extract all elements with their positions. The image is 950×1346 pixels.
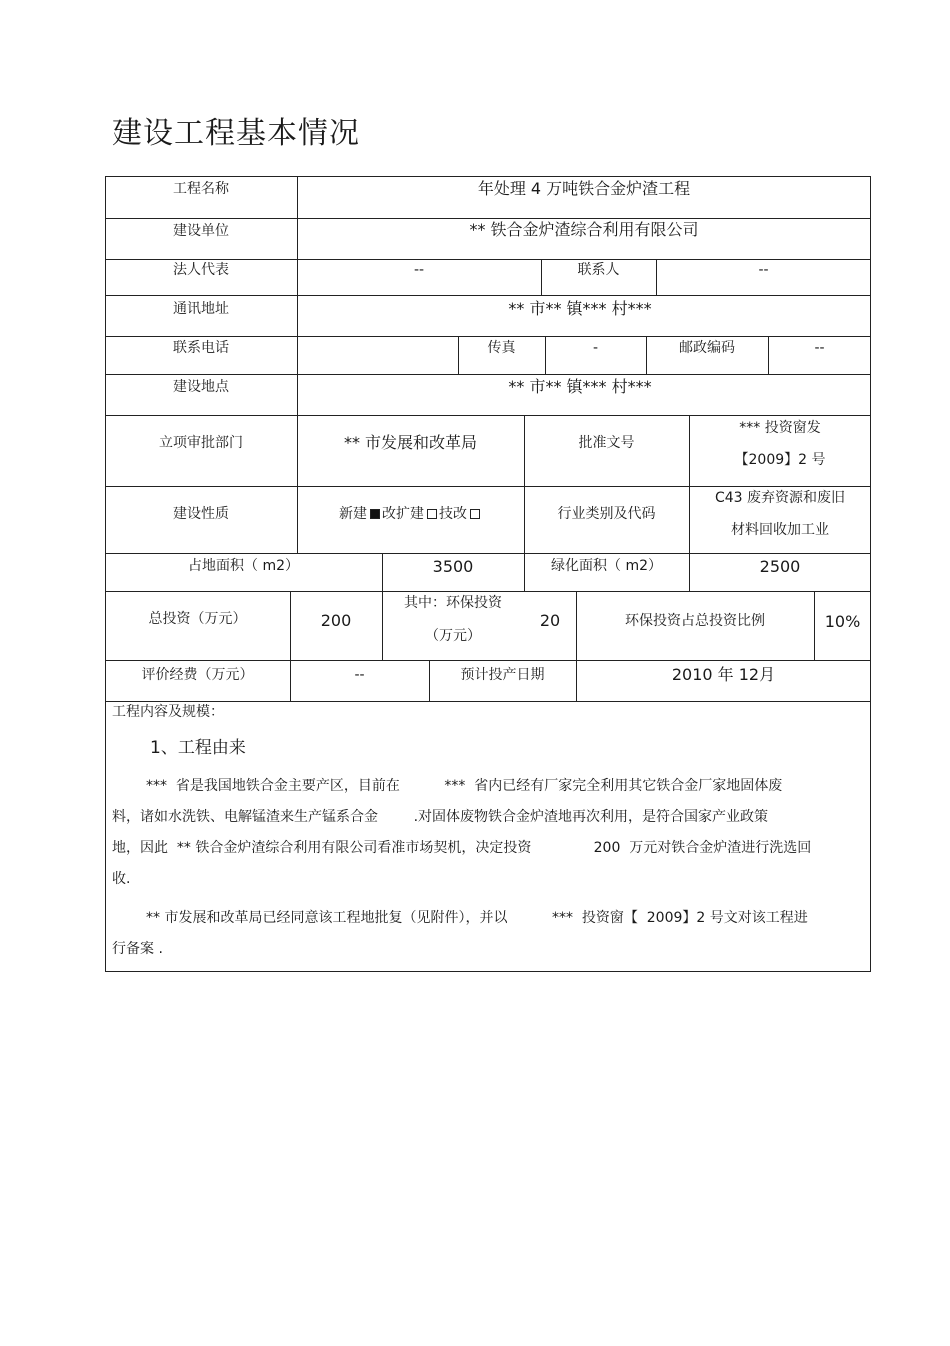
tech-checkbox[interactable] xyxy=(470,509,480,519)
approval-no-value-line1: *** 投资窗发 xyxy=(739,420,821,436)
row-divider xyxy=(105,295,871,296)
row-divider xyxy=(105,553,871,554)
paragraph-1-line: 料，诸如水洗铁、电解锰渣来生产锰系合金 .对固体废物铁合金炉渣地再次利用，是符合国家产业政策 xyxy=(112,809,769,825)
row-divider xyxy=(105,374,871,375)
paragraph-1-line: 地，因此 ** 铁合金炉渣综合利用有限公司看准市场契机，决定投资 200 万元对铁合金炉渣进行洗选回 xyxy=(112,840,812,856)
paragraph-1 xyxy=(112,771,852,895)
industry-label: 行业类别及代码 xyxy=(557,506,656,522)
row-divider xyxy=(105,415,871,416)
project-name-value: 年处理 4 万吨铁合金炉渣工程 xyxy=(477,179,691,198)
paragraph-2-line: 行备案 . xyxy=(112,941,163,957)
option-expand-label: 改扩建 xyxy=(382,506,424,522)
paragraph-2 xyxy=(112,903,852,965)
env-invest-label-line1: 其中：环保投资 xyxy=(404,595,502,611)
approval-dept-value: ** 市发展和改革局 xyxy=(343,433,478,452)
builder-label: 建设单位 xyxy=(173,223,229,239)
legal-rep-value: -- xyxy=(413,262,425,278)
row-divider xyxy=(105,336,871,337)
legal-rep-label: 法人代表 xyxy=(173,262,229,278)
row-divider xyxy=(105,486,871,487)
env-invest-label-line2: （万元） xyxy=(425,628,481,644)
industry-value-line2: 材料回收加工业 xyxy=(731,522,829,538)
col-divider xyxy=(290,591,291,701)
production-date-label: 预计投产日期 xyxy=(460,667,545,683)
fax-value: - xyxy=(592,340,599,356)
fax-label: 传真 xyxy=(487,340,516,356)
row-divider xyxy=(105,660,871,661)
page-title: 建设工程基本情况 xyxy=(112,116,360,151)
address-value: ** 市** 镇*** 村*** xyxy=(508,299,652,318)
paragraph-1-line: *** 省是我国地铁合金主要产区，目前在 *** 省内已经有厂家完全利用其它铁合金厂家地固体废 xyxy=(146,778,783,794)
green-area-value: 2500 xyxy=(759,557,801,576)
content-heading: 工程内容及规模： xyxy=(112,704,224,720)
row-divider xyxy=(105,701,871,702)
row-divider xyxy=(105,591,871,592)
land-area-label: 占地面积（ m2） xyxy=(188,558,299,574)
paragraph-2-line: ** 市发展和改革局已经同意该工程地批复（见附件），并以 *** 投资窗【 2009】2 号文对该工程进 xyxy=(146,910,808,926)
expand-checkbox[interactable] xyxy=(427,509,437,519)
env-ratio-label: 环保投资占总投资比例 xyxy=(625,613,765,629)
land-area-value: 3500 xyxy=(432,557,474,576)
green-area-label: 绿化面积（ m2） xyxy=(551,558,662,574)
total-invest-label: 总投资（万元） xyxy=(148,611,247,627)
approval-dept-label: 立项审批部门 xyxy=(159,435,243,451)
site-value: ** 市** 镇*** 村*** xyxy=(508,377,652,396)
nature-options xyxy=(297,507,524,521)
site-label: 建设地点 xyxy=(173,379,229,395)
row-divider xyxy=(105,218,871,219)
postcode-value: -- xyxy=(814,340,825,356)
env-ratio-value: 10% xyxy=(824,612,861,631)
option-new-label: 新建 xyxy=(339,506,367,522)
total-invest-value: 200 xyxy=(320,611,352,630)
col-divider xyxy=(576,591,577,701)
env-invest-value: 20 xyxy=(539,611,561,630)
nature-label: 建设性质 xyxy=(173,506,229,522)
paragraph-1-line: 收. xyxy=(112,871,131,887)
project-name-label: 工程名称 xyxy=(173,181,229,197)
industry-value-line1: C43 废弃资源和废旧 xyxy=(714,490,846,506)
production-date-value: 2010 年 12月 xyxy=(671,665,776,684)
phone-label: 联系电话 xyxy=(173,340,229,356)
option-tech-label: 技改 xyxy=(439,506,467,522)
address-label: 通讯地址 xyxy=(173,301,229,317)
postcode-label: 邮政编码 xyxy=(679,340,735,356)
eval-fee-value: -- xyxy=(354,667,365,683)
eval-fee-label: 评价经费（万元） xyxy=(141,667,254,683)
approval-no-value-line2: 【2009】2 号 xyxy=(734,452,826,468)
builder-value: ** 铁合金炉渣综合利用有限公司 xyxy=(469,220,699,239)
contact-value: -- xyxy=(758,262,769,278)
contact-label: 联系人 xyxy=(577,262,620,278)
section-title: 1、工程由来 xyxy=(150,738,246,758)
approval-no-label: 批准文号 xyxy=(578,435,635,451)
row-divider xyxy=(105,259,871,260)
new-checkbox[interactable] xyxy=(370,509,380,519)
